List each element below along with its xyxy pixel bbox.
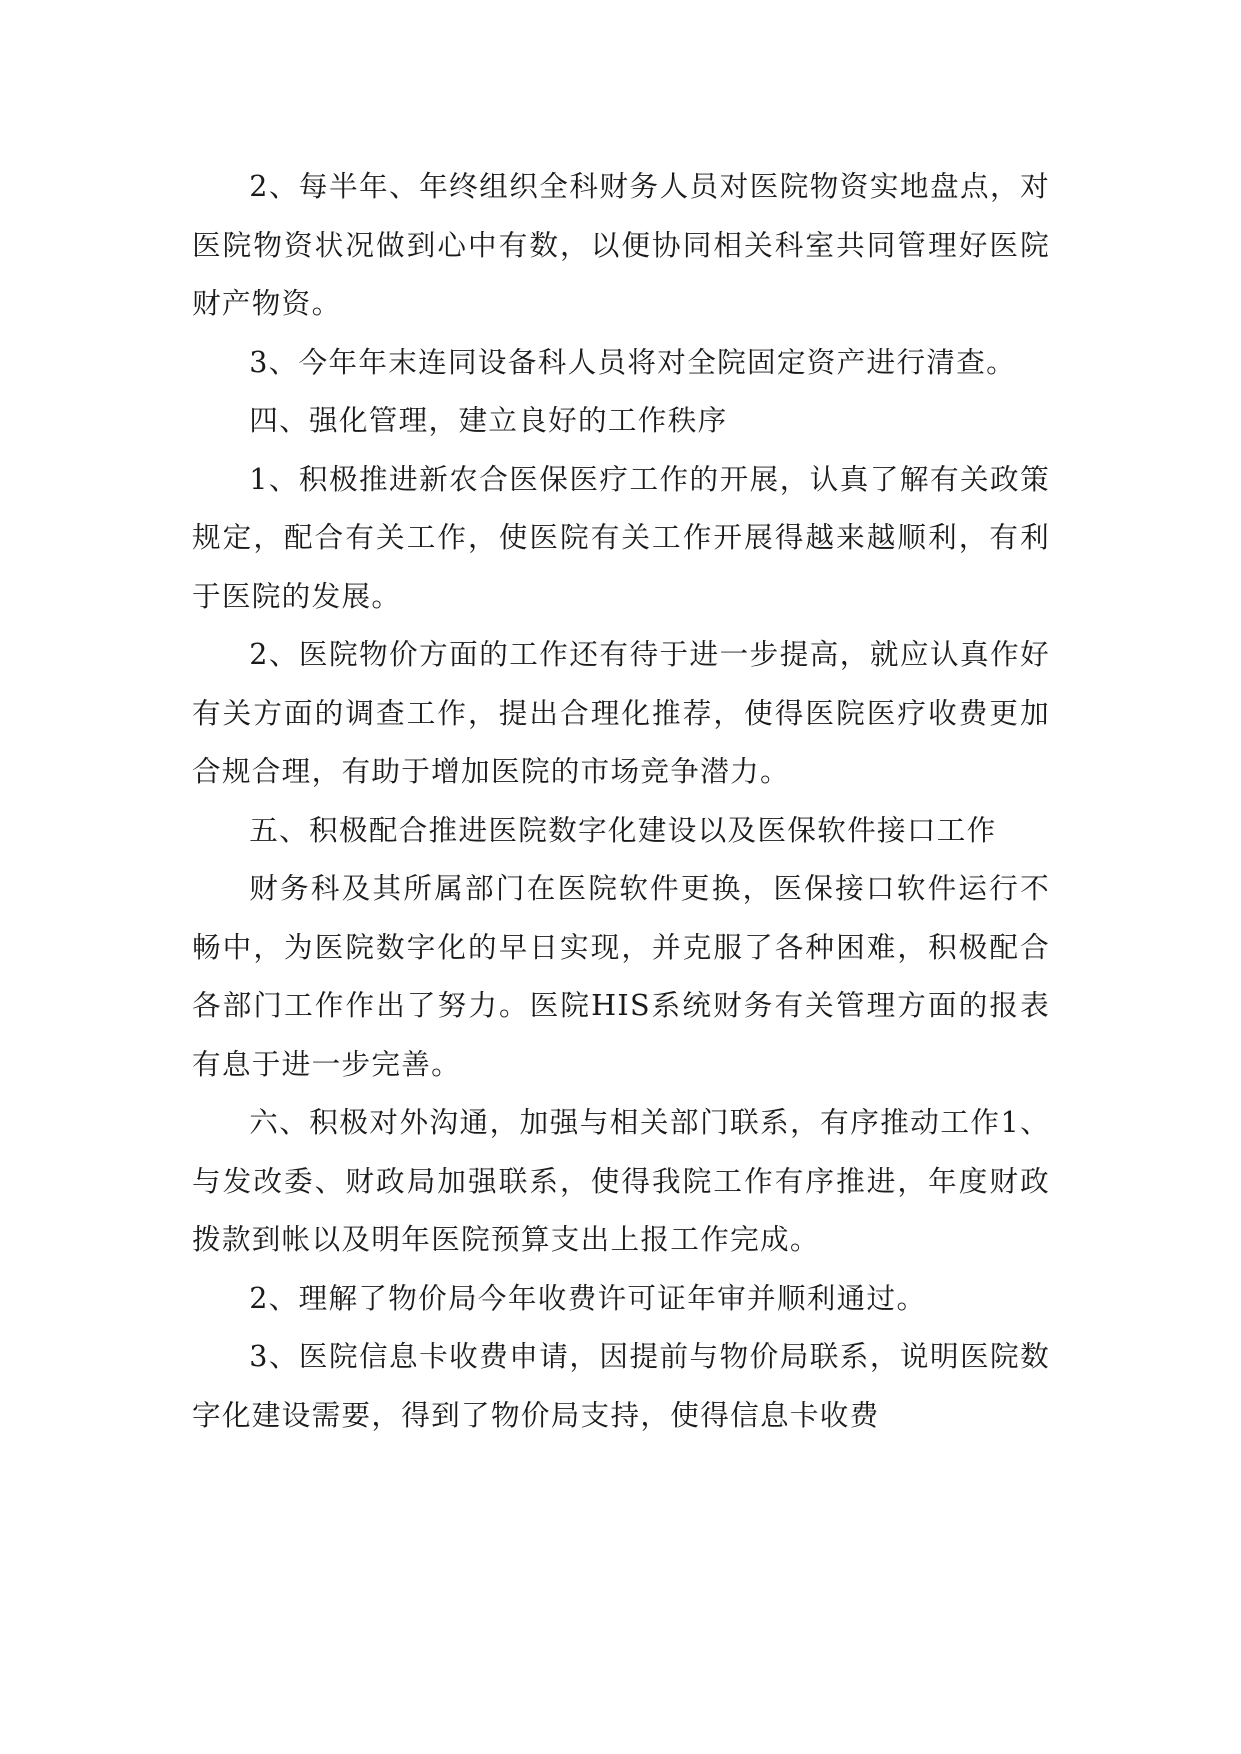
section-heading-communication: 六、积极对外沟通，加强与相关部门联系，有序推动工作1、与发改委、财政局加强联系，使得我院工作有序推进，年度财政拨款到帐以及明年医院预算支出上报工作完成。 (192, 1105, 1050, 1256)
paragraph-medical-insurance: 1、积极推进新农合医保医疗工作的开展，认真了解有关政策规定，配合有关工作，使医院有关工作开展得越来越顺利，有利于医院的发展。 (192, 461, 1050, 613)
paragraph-info-card: 3、医院信息卡收费申请，因提前与物价局联系，说明医院数字化建设需要，得到了物价局支持，使得信息卡收费 (192, 1339, 1050, 1432)
paragraph-asset-check: 3、今年年末连同设备科人员将对全院固定资产进行清查。 (249, 344, 1017, 379)
paragraph-software: 财务科及其所属部门在医院软件更换，医保接口软件运行不畅中，为医院数字化的早日实现，并克服了各种困难，积极配合各部门工作作出了努力。医院HIS系统财务有关管理方面的报表有息于进一步完善。 (192, 871, 1050, 1081)
paragraph-inventory-count: 2、每半年、年终组织全科财务人员对医院物资实地盘点，对医院物资状况做到心中有数，以便协同相关科室共同管理好医院财产物资。 (192, 169, 1050, 320)
section-heading-digitalization: 五、积极配合推进医院数字化建设以及医保软件接口工作 (249, 812, 997, 847)
paragraph-license-review: 2、理解了物价局今年收费许可证年审并顺利通过。 (249, 1280, 927, 1315)
document-body (192, 157, 1050, 1444)
paragraph-pricing: 2、医院物价方面的工作还有待于进一步提高，就应认真作好有关方面的调查工作，提出合理化推荐，使得医院医疗收费更加合规合理，有助于增加医院的市场竞争潜力。 (192, 637, 1050, 788)
section-heading-management: 四、强化管理，建立良好的工作秩序 (249, 403, 728, 437)
